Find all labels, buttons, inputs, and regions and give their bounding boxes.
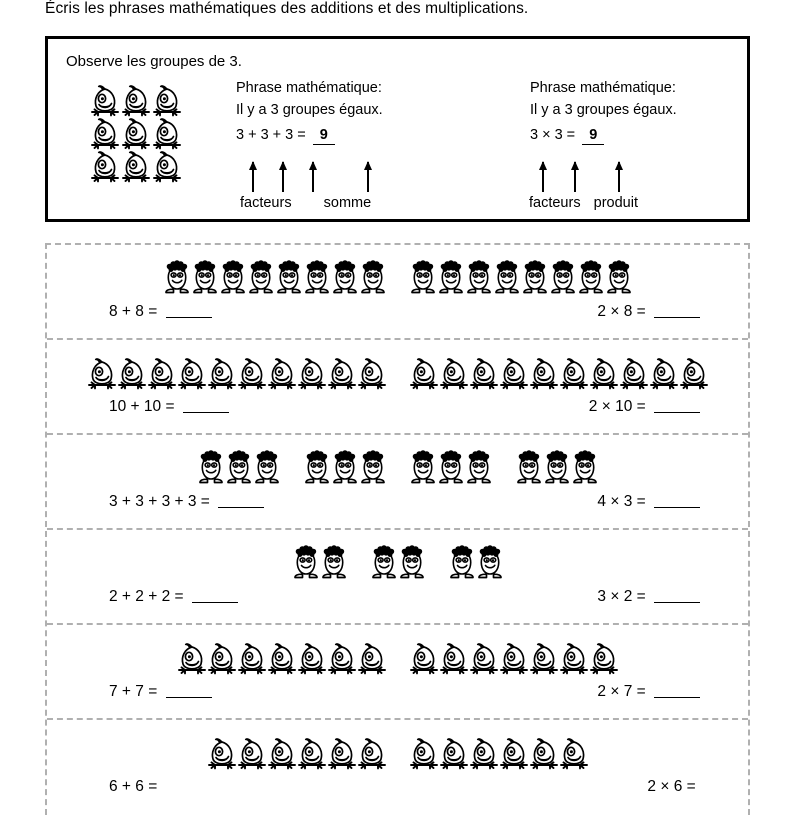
addition-equation-text: 3 + 3 + 3 + 3 = — [109, 493, 215, 510]
bird-character-icon — [439, 641, 469, 675]
bird-character-icon — [87, 356, 117, 390]
multiplication-answer-blank[interactable] — [654, 507, 700, 508]
figure-strip — [47, 253, 748, 295]
example-multiplication-statement: Il y a 3 groupes égaux. — [530, 102, 677, 119]
bird-character-icon — [439, 356, 469, 390]
exercise-row — [47, 530, 748, 625]
multiplication-equation-text: 2 × 7 = — [597, 683, 650, 700]
bird-character-icon — [327, 356, 357, 390]
curly-character-icon — [163, 259, 191, 295]
bird-character-icon — [469, 356, 499, 390]
figure-group — [515, 449, 599, 485]
multiplication-equation[interactable] — [597, 683, 700, 701]
bird-character-icon — [207, 641, 237, 675]
example-figure-grid — [90, 83, 183, 182]
arrow-up-icon — [618, 162, 620, 192]
bird-character-icon — [147, 356, 177, 390]
bird-character-icon — [237, 641, 267, 675]
addition-equation-text: 6 + 6 = — [109, 778, 162, 795]
bird-character-icon — [327, 736, 357, 770]
bird-character-icon — [499, 641, 529, 675]
arrow-up-icon — [312, 162, 314, 192]
multiplication-answer-blank[interactable] — [654, 317, 700, 318]
multiplication-answer-blank[interactable] — [654, 412, 700, 413]
curly-character-icon — [359, 449, 387, 485]
curly-character-icon — [253, 449, 281, 485]
curly-character-icon — [476, 544, 504, 580]
multiplication-answer-blank[interactable] — [654, 602, 700, 603]
example-multiplication-equation — [530, 124, 677, 146]
curly-character-icon — [219, 259, 247, 295]
figure-strip — [47, 538, 748, 580]
bird-character-icon — [327, 641, 357, 675]
figure-group — [409, 736, 589, 770]
example-addition-factors-label: facteurs — [240, 195, 292, 211]
equation-line — [47, 588, 748, 614]
bird-character-icon — [529, 641, 559, 675]
bird-character-icon — [559, 736, 589, 770]
figure-group — [409, 259, 633, 295]
figure-group — [87, 356, 387, 390]
exercise-row — [47, 435, 748, 530]
bird-character-icon — [529, 356, 559, 390]
equation-line — [47, 398, 748, 424]
bird-character-icon — [117, 356, 147, 390]
bird-character-icon — [499, 356, 529, 390]
example-addition-arrows — [240, 158, 430, 192]
curly-character-icon — [409, 259, 437, 295]
addition-equation[interactable] — [109, 778, 162, 796]
bird-character-icon — [357, 641, 387, 675]
multiplication-equation[interactable] — [597, 303, 700, 321]
multiplication-equation[interactable] — [597, 493, 700, 511]
figure-group — [292, 544, 348, 580]
figure-group — [197, 449, 281, 485]
example-multiplication-equation-text: 3 × 3 = — [530, 126, 580, 143]
addition-answer-blank[interactable] — [192, 602, 238, 603]
figure-group — [163, 259, 387, 295]
curly-character-icon — [577, 259, 605, 295]
example-multiplication-heading: Phrase mathématique: — [530, 80, 676, 96]
figure-group — [409, 449, 493, 485]
curly-character-icon — [521, 259, 549, 295]
multiplication-equation[interactable] — [589, 398, 700, 416]
example-multiplication-factors-label: facteurs — [529, 195, 581, 211]
example-addition-block — [236, 77, 383, 146]
curly-character-icon — [549, 259, 577, 295]
bird-character-icon — [469, 641, 499, 675]
addition-equation-text: 10 + 10 = — [109, 398, 179, 415]
exercise-row — [47, 340, 748, 435]
bird-character-icon — [177, 356, 207, 390]
arrow-up-icon — [574, 162, 576, 192]
curly-character-icon — [331, 259, 359, 295]
example-multiplication-answer: 9 — [582, 127, 604, 145]
bird-character-icon — [152, 149, 183, 182]
bird-character-icon — [121, 116, 152, 149]
figure-strip — [47, 633, 748, 675]
curly-character-icon — [275, 259, 303, 295]
bird-character-icon — [499, 736, 529, 770]
bird-character-icon — [121, 149, 152, 182]
bird-character-icon — [529, 736, 559, 770]
bird-character-icon — [177, 641, 207, 675]
multiplication-equation[interactable] — [647, 778, 700, 796]
addition-equation[interactable] — [109, 683, 212, 701]
example-multiplication-block — [530, 77, 677, 146]
equation-line — [47, 778, 748, 804]
exercise-row — [47, 720, 748, 815]
multiplication-equation-text: 2 × 8 = — [597, 303, 650, 320]
curly-character-icon — [303, 259, 331, 295]
exercise-row — [47, 245, 748, 340]
bird-character-icon — [90, 83, 121, 116]
bird-character-icon — [267, 736, 297, 770]
bird-character-icon — [207, 736, 237, 770]
example-addition-equation — [236, 124, 383, 146]
curly-character-icon — [465, 259, 493, 295]
curly-character-icon — [303, 449, 331, 485]
bird-character-icon — [90, 149, 121, 182]
bird-character-icon — [297, 736, 327, 770]
bird-character-icon — [559, 641, 589, 675]
example-addition-answer: 9 — [313, 127, 335, 145]
example-addition-arrow-labels — [240, 195, 371, 211]
curly-character-icon — [571, 449, 599, 485]
example-multiplication-result-label: produit — [593, 195, 638, 211]
figure-strip — [47, 728, 748, 770]
figure-group — [303, 449, 387, 485]
addition-answer-blank[interactable] — [166, 697, 212, 698]
bird-character-icon — [357, 356, 387, 390]
example-box — [45, 36, 750, 222]
bird-character-icon — [649, 356, 679, 390]
arrow-up-icon — [367, 162, 369, 192]
curly-character-icon — [465, 449, 493, 485]
bird-character-icon — [267, 641, 297, 675]
figure-group — [177, 641, 387, 675]
exercise-grid — [45, 243, 750, 815]
bird-character-icon — [267, 356, 297, 390]
multiplication-answer-blank[interactable] — [654, 697, 700, 698]
bird-character-icon — [237, 356, 267, 390]
bird-character-icon — [589, 641, 619, 675]
curly-character-icon — [605, 259, 633, 295]
bird-character-icon — [559, 356, 589, 390]
multiplication-equation-text: 3 × 2 = — [597, 588, 650, 605]
addition-equation[interactable] — [109, 303, 212, 321]
bird-character-icon — [152, 83, 183, 116]
multiplication-equation-text: 2 × 6 = — [647, 778, 700, 795]
addition-equation-text: 8 + 8 = — [109, 303, 162, 320]
bird-character-icon — [297, 356, 327, 390]
page-title: Écris les phrases mathématiques des additions et des multiplications. — [45, 0, 529, 17]
example-instruction: Observe les groupes de 3. — [66, 53, 242, 70]
example-multiplication-arrows — [530, 158, 700, 192]
equation-line — [47, 493, 748, 519]
figure-group — [370, 544, 426, 580]
example-addition-equation-text: 3 + 3 + 3 = — [236, 126, 310, 143]
curly-character-icon — [448, 544, 476, 580]
curly-character-icon — [191, 259, 219, 295]
arrow-up-icon — [252, 162, 254, 192]
exercise-row — [47, 625, 748, 720]
figure-group — [448, 544, 504, 580]
multiplication-equation-text: 4 × 3 = — [597, 493, 650, 510]
bird-character-icon — [90, 116, 121, 149]
bird-character-icon — [121, 83, 152, 116]
bird-character-icon — [409, 736, 439, 770]
arrow-up-icon — [542, 162, 544, 192]
curly-character-icon — [515, 449, 543, 485]
addition-equation-text: 7 + 7 = — [109, 683, 162, 700]
bird-character-icon — [469, 736, 499, 770]
addition-equation[interactable] — [109, 493, 264, 511]
bird-character-icon — [409, 356, 439, 390]
multiplication-equation[interactable] — [597, 588, 700, 606]
bird-character-icon — [152, 116, 183, 149]
addition-equation[interactable] — [109, 588, 238, 606]
equation-line — [47, 683, 748, 709]
example-addition-heading: Phrase mathématique: — [236, 80, 382, 96]
bird-character-icon — [237, 736, 267, 770]
bird-character-icon — [409, 641, 439, 675]
curly-character-icon — [292, 544, 320, 580]
equation-line — [47, 303, 748, 329]
curly-character-icon — [359, 259, 387, 295]
figure-group — [409, 356, 709, 390]
multiplication-equation-text: 2 × 10 = — [588, 398, 650, 415]
bird-character-icon — [589, 356, 619, 390]
addition-answer-blank[interactable] — [218, 507, 264, 508]
bird-character-icon — [439, 736, 469, 770]
bird-character-icon — [207, 356, 237, 390]
example-addition-result-label: somme — [323, 195, 372, 211]
figure-strip — [47, 348, 748, 390]
bird-character-icon — [619, 356, 649, 390]
curly-character-icon — [409, 449, 437, 485]
curly-character-icon — [331, 449, 359, 485]
bird-character-icon — [679, 356, 709, 390]
curly-character-icon — [370, 544, 398, 580]
curly-character-icon — [493, 259, 521, 295]
example-multiplication-arrow-labels — [529, 195, 638, 211]
bird-character-icon — [357, 736, 387, 770]
addition-answer-blank[interactable] — [166, 317, 212, 318]
example-addition-statement: Il y a 3 groupes égaux. — [236, 102, 383, 119]
curly-character-icon — [247, 259, 275, 295]
curly-character-icon — [398, 544, 426, 580]
curly-character-icon — [225, 449, 253, 485]
curly-character-icon — [437, 449, 465, 485]
curly-character-icon — [320, 544, 348, 580]
figure-group — [409, 641, 619, 675]
figure-group — [207, 736, 387, 770]
addition-equation[interactable] — [109, 398, 229, 416]
curly-character-icon — [437, 259, 465, 295]
curly-character-icon — [197, 449, 225, 485]
arrow-up-icon — [282, 162, 284, 192]
curly-character-icon — [543, 449, 571, 485]
figure-strip — [47, 443, 748, 485]
addition-answer-blank[interactable] — [183, 412, 229, 413]
addition-equation-text: 2 + 2 + 2 = — [109, 588, 188, 605]
bird-character-icon — [297, 641, 327, 675]
